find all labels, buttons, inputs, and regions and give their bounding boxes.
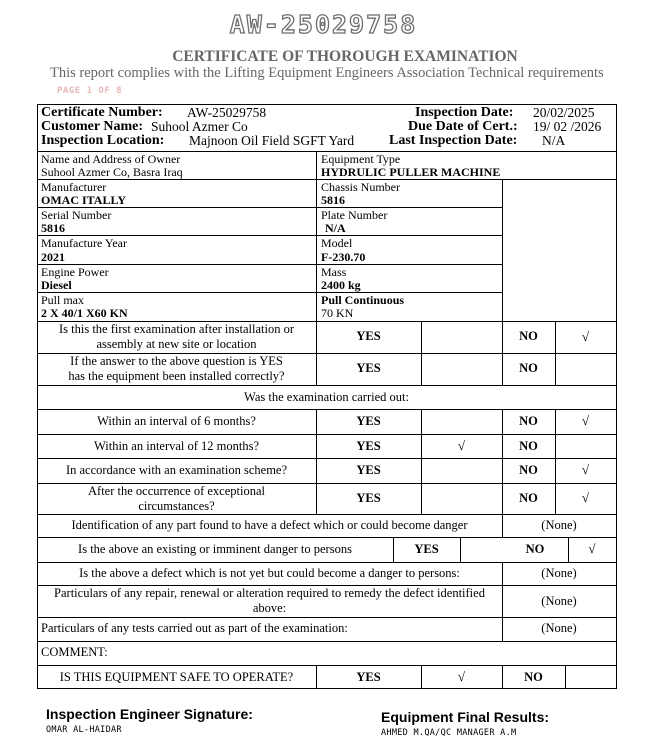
plate-label: Plate Number xyxy=(321,208,388,222)
question-exceptional-circumstances: After the occurrence of exceptional circumstances? xyxy=(88,484,265,513)
safe-yes: YES xyxy=(356,670,381,684)
equipment-type-label: Equipment Type xyxy=(321,152,401,166)
manufacturer-value: OMAC ITALLY xyxy=(41,193,127,207)
engineer-signature: OMAR AL-HAIDAR xyxy=(46,725,122,735)
certificate-form xyxy=(37,104,617,689)
year-label: Manufacture Year xyxy=(41,236,127,250)
q4-yes-check: √ xyxy=(457,438,466,453)
owner-value: Suhool Azmer Co, Basra Iraq xyxy=(41,165,183,179)
year-value: 2021 xyxy=(41,250,65,264)
engine-label: Engine Power xyxy=(41,265,109,279)
manufacturer-label: Manufacturer xyxy=(41,180,107,194)
safe-no: NO xyxy=(524,670,543,684)
certificate-id-title: AW-25029758 xyxy=(229,10,418,39)
customer-value: Suhool Azmer Co xyxy=(151,119,248,134)
q1-no: NO xyxy=(519,329,538,343)
question-6-months: Within an interval of 6 months? xyxy=(97,414,256,428)
comment-label: COMMENT: xyxy=(41,645,108,659)
final-results-signature: AHMED M.QA/QC MANAGER A.M xyxy=(381,728,517,738)
pull-max-value: 2 X 40/1 X60 KN xyxy=(41,306,128,320)
location-label: Inspection Location: xyxy=(41,133,165,148)
q3-no-check: √ xyxy=(581,413,590,428)
q3-no: NO xyxy=(519,414,538,428)
mass-label: Mass xyxy=(321,265,347,279)
certificate-title: CERTIFICATE OF THOROUGH EXAMINATION xyxy=(172,48,518,65)
danger-no-check: √ xyxy=(588,541,596,556)
location-value: Majnoon Oil Field SGFT Yard xyxy=(189,133,355,148)
q6-no: NO xyxy=(519,491,538,505)
question-first-examination: Is this the first examination after installation or assembly at new site or location xyxy=(58,322,294,351)
serial-label: Serial Number xyxy=(41,208,112,222)
q6-no-check: √ xyxy=(581,490,590,505)
future-danger-value: (None) xyxy=(541,566,577,580)
repair-value: (None) xyxy=(541,594,577,608)
q4-no: NO xyxy=(519,439,538,453)
q1-no-check: √ xyxy=(581,329,590,344)
q2-no: NO xyxy=(519,361,538,375)
pull-max-label: Pull max xyxy=(41,293,85,307)
engineer-signature-label: Inspection Engineer Signature: xyxy=(46,706,253,722)
owner-label: Name and Address of Owner xyxy=(41,152,181,166)
last-inspection-value: N/A xyxy=(542,133,566,148)
due-date-value: 19/ 02 /2026 xyxy=(533,119,602,134)
q1-yes: YES xyxy=(356,329,381,343)
tests-value: (None) xyxy=(541,621,577,635)
question-installed-correctly: If the answer to the above question is YES has the equipment been installed correctly? xyxy=(68,354,285,383)
question-imminent-danger: Is the above an existing or imminent danger to persons xyxy=(78,542,352,556)
safe-yes-check: √ xyxy=(457,669,466,684)
cert-number-value: AW-25029758 xyxy=(187,105,267,120)
equipment-type-value: HYDRULIC PULLER MACHINE xyxy=(321,165,501,179)
model-value: F-230.70 xyxy=(321,250,366,264)
mass-value: 2400 kg xyxy=(321,278,361,292)
question-examination-scheme: In accordance with an examination scheme? xyxy=(65,463,288,477)
inspection-date-value: 20/02/2025 xyxy=(533,105,595,120)
certificate-subtitle: This report complies with the Lifting Equipment Engineers Association Technical requirements xyxy=(50,65,604,81)
q6-yes: YES xyxy=(356,491,381,505)
chassis-value: 5816 xyxy=(321,193,345,207)
last-inspection-label: Last Inspection Date: xyxy=(389,133,518,148)
q3-yes: YES xyxy=(356,414,381,428)
final-results-label: Equipment Final Results: xyxy=(381,709,550,725)
danger-yes: YES xyxy=(414,542,439,556)
carried-out-heading: Was the examination carried out: xyxy=(244,390,409,404)
serial-value: 5816 xyxy=(41,221,65,235)
plate-value: N/A xyxy=(325,221,346,235)
pull-continuous-label: Pull Continuous xyxy=(321,293,405,307)
question-future-danger: Is the above a defect which is not yet but could become a danger to persons: xyxy=(79,566,460,580)
question-defect-identification: Identification of any part found to have a defect which or could become danger xyxy=(71,518,468,532)
q5-no: NO xyxy=(519,463,538,477)
q5-yes: YES xyxy=(356,463,381,477)
cert-number-label: Certificate Number: xyxy=(41,105,163,120)
q5-no-check: √ xyxy=(581,462,590,477)
customer-label: Customer Name: xyxy=(41,119,143,134)
model-label: Model xyxy=(321,236,353,250)
chassis-label: Chassis Number xyxy=(321,180,400,194)
question-tests: Particulars of any tests carried out as part of the examination: xyxy=(41,621,348,635)
question-safe-to-operate: IS THIS EQUIPMENT SAFE TO OPERATE? xyxy=(59,670,294,684)
danger-no: NO xyxy=(525,542,545,556)
question-repair-particulars: Particulars of any repair, renewal or alteration required to remedy the defect identified above: xyxy=(54,586,485,615)
pull-continuous-value: 70 KN xyxy=(321,306,354,320)
q4-yes: YES xyxy=(356,439,381,453)
inspection-date-label: Inspection Date: xyxy=(415,105,514,120)
due-date-label: Due Date of Cert.: xyxy=(408,119,518,134)
question-12-months: Within an interval of 12 months? xyxy=(93,439,260,453)
engine-value: Diesel xyxy=(41,278,72,292)
q2-yes: YES xyxy=(356,361,381,375)
page-number: PAGE 1 OF 8 xyxy=(57,86,123,96)
defect-value: (None) xyxy=(541,518,577,532)
